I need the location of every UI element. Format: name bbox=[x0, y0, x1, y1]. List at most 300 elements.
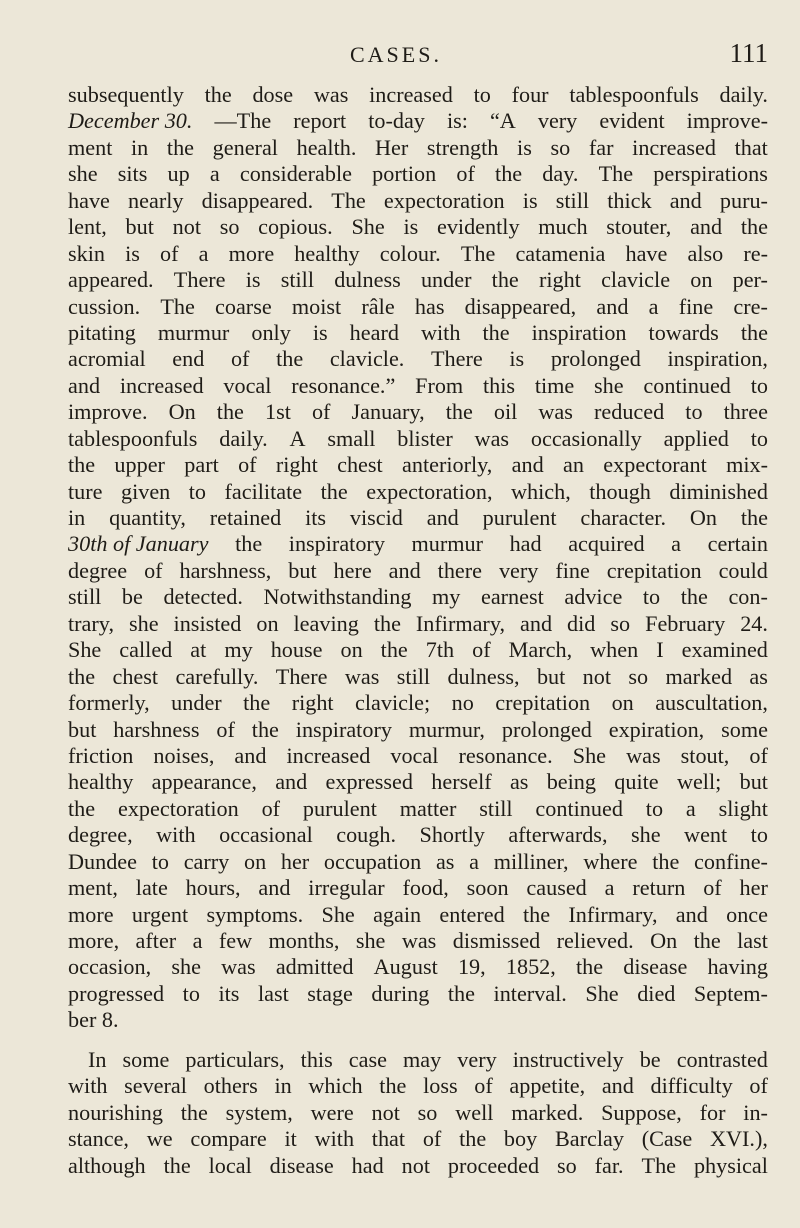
text-fragment: of bbox=[456, 161, 475, 187]
text-fragment: inspiratory bbox=[295, 716, 392, 742]
text-fragment: disease bbox=[623, 954, 688, 980]
text-fragment: but bbox=[288, 557, 317, 583]
text-fragment: stance, bbox=[68, 1126, 129, 1152]
text-fragment: not bbox=[401, 1152, 430, 1178]
text-fragment: disease bbox=[269, 1152, 334, 1178]
text-fragment: con- bbox=[728, 584, 768, 610]
text-fragment: acromial bbox=[68, 346, 146, 372]
text-line bbox=[68, 664, 768, 690]
page-number: 111 bbox=[729, 38, 768, 68]
text-fragment: where bbox=[583, 848, 638, 874]
text-fragment: acquired bbox=[568, 531, 645, 557]
text-fragment: the bbox=[68, 452, 96, 478]
text-fragment: end bbox=[172, 346, 205, 372]
chapter-title: CASES. bbox=[350, 42, 442, 67]
text-fragment: heard bbox=[349, 319, 399, 345]
text-fragment: to bbox=[188, 478, 207, 504]
text-fragment: the bbox=[482, 319, 510, 345]
text-fragment: 1st bbox=[264, 399, 291, 425]
text-fragment: of bbox=[144, 557, 163, 583]
text-fragment: degree, bbox=[68, 822, 133, 848]
text-fragment: nearly bbox=[128, 187, 184, 213]
text-fragment: be bbox=[121, 584, 143, 610]
text-fragment: to bbox=[473, 82, 491, 107]
text-fragment: purulent bbox=[482, 505, 557, 530]
text-line bbox=[68, 399, 768, 425]
text-fragment: far bbox=[588, 134, 614, 160]
text-fragment: Her bbox=[375, 134, 409, 160]
text-fragment: in bbox=[274, 1073, 292, 1099]
text-fragment: increased bbox=[632, 134, 716, 160]
text-fragment: From bbox=[415, 372, 464, 398]
text-fragment: On bbox=[689, 505, 717, 530]
text-fragment: She bbox=[585, 980, 619, 1006]
text-line bbox=[68, 161, 768, 187]
text-fragment: thick bbox=[607, 187, 652, 213]
text-fragment: time bbox=[534, 372, 575, 398]
text-fragment: to bbox=[685, 399, 703, 425]
text-fragment: slight bbox=[718, 795, 768, 821]
text-fragment: some bbox=[122, 1046, 170, 1072]
text-fragment: catamenia bbox=[515, 240, 606, 266]
text-fragment: went bbox=[684, 822, 728, 848]
text-fragment: its bbox=[218, 980, 240, 1006]
text-fragment: the bbox=[740, 214, 768, 240]
text-fragment: have bbox=[68, 187, 110, 213]
text-line bbox=[68, 82, 768, 108]
text-fragment: blister bbox=[397, 425, 453, 451]
text-fragment: but bbox=[68, 716, 97, 742]
text-fragment: not bbox=[582, 663, 612, 689]
text-fragment: others bbox=[203, 1073, 258, 1099]
text-line bbox=[68, 875, 768, 901]
text-fragment: the bbox=[380, 637, 408, 663]
text-fragment: considerable bbox=[239, 161, 352, 187]
text-fragment: March, bbox=[508, 637, 573, 663]
text-fragment: appearance, bbox=[151, 769, 257, 795]
text-fragment: and bbox=[275, 769, 308, 795]
text-fragment: a bbox=[604, 875, 615, 901]
text-fragment: food, bbox=[402, 875, 449, 901]
text-fragment: the bbox=[243, 690, 271, 716]
text-fragment: still bbox=[396, 663, 431, 689]
text-fragment: applied bbox=[663, 425, 729, 451]
text-fragment: which bbox=[308, 1073, 363, 1099]
text-fragment: once bbox=[726, 901, 768, 927]
text-fragment: she bbox=[355, 928, 386, 953]
text-fragment: dismissed bbox=[452, 928, 541, 953]
text-fragment: ment, bbox=[68, 875, 118, 901]
text-fragment: confine- bbox=[694, 848, 768, 874]
text-line bbox=[68, 320, 768, 346]
text-fragment: though bbox=[589, 478, 651, 504]
text-fragment: continued bbox=[535, 795, 623, 821]
text-fragment: with bbox=[314, 1126, 355, 1152]
text-fragment: crepitation bbox=[495, 690, 591, 716]
text-fragment: 19, bbox=[457, 954, 486, 980]
text-fragment: mix- bbox=[726, 452, 768, 478]
text-fragment: right bbox=[275, 452, 318, 478]
text-fragment: and bbox=[388, 557, 421, 583]
text-fragment: harshness bbox=[113, 716, 200, 742]
text-fragment: right bbox=[291, 690, 334, 716]
text-fragment: relieved. bbox=[556, 928, 634, 953]
text-fragment: to bbox=[750, 425, 768, 451]
text-fragment: case bbox=[348, 1046, 387, 1072]
text-fragment: contrasted bbox=[676, 1046, 768, 1072]
text-fragment: the bbox=[320, 478, 348, 504]
text-fragment: admitted bbox=[275, 954, 354, 980]
text-fragment: the bbox=[251, 716, 279, 742]
text-fragment: on bbox=[690, 267, 713, 293]
text-fragment: resonance. bbox=[458, 742, 553, 768]
text-fragment: during bbox=[371, 980, 430, 1006]
text-fragment: which, bbox=[510, 478, 571, 504]
text-fragment: examined bbox=[681, 637, 768, 663]
text-line bbox=[68, 452, 768, 478]
text-fragment: copious. bbox=[258, 214, 333, 240]
text-fragment: this bbox=[482, 372, 516, 398]
text-fragment: of bbox=[472, 637, 491, 663]
text-fragment: clavicle bbox=[601, 267, 671, 293]
text-fragment: vocal bbox=[390, 742, 439, 768]
text-fragment: few bbox=[218, 928, 253, 953]
text-fragment: stout, bbox=[680, 742, 730, 768]
text-fragment: as bbox=[749, 663, 768, 689]
text-fragment: part bbox=[184, 452, 219, 478]
text-fragment: and bbox=[690, 214, 723, 240]
text-fragment: XVI.), bbox=[709, 1126, 768, 1152]
text-fragment: friction bbox=[68, 742, 134, 768]
text-fragment: on bbox=[256, 610, 279, 636]
text-fragment: “A bbox=[489, 108, 516, 134]
text-fragment: is bbox=[403, 214, 419, 240]
text-fragment: earnest bbox=[480, 584, 544, 610]
text-fragment: increased bbox=[286, 742, 371, 768]
text-fragment: its bbox=[305, 505, 327, 530]
text-fragment: upper bbox=[114, 452, 165, 478]
text-fragment: also bbox=[687, 240, 724, 266]
text-fragment: cussion. bbox=[68, 293, 141, 319]
text-fragment: the bbox=[447, 980, 475, 1006]
text-fragment: quantity, bbox=[109, 505, 186, 530]
text-fragment: soon bbox=[466, 875, 509, 901]
text-fragment: Suppose, bbox=[601, 1099, 682, 1125]
text-fragment: the bbox=[166, 134, 195, 160]
text-line bbox=[68, 796, 768, 822]
text-fragment: being bbox=[546, 769, 596, 795]
text-fragment: fine bbox=[555, 557, 590, 583]
text-fragment: inspiratory bbox=[288, 531, 385, 557]
text-fragment: died bbox=[637, 980, 676, 1006]
text-fragment: the bbox=[652, 848, 680, 874]
text-fragment: continued bbox=[643, 372, 731, 398]
text-fragment: this bbox=[300, 1046, 333, 1072]
text-fragment: pitating bbox=[68, 319, 136, 345]
text-fragment: portion bbox=[372, 161, 437, 187]
text-fragment: advice bbox=[564, 584, 623, 610]
text-line bbox=[68, 346, 768, 372]
text-fragment: of bbox=[160, 240, 179, 266]
text-fragment: she bbox=[171, 954, 201, 980]
text-fragment: clavicle. bbox=[329, 346, 405, 372]
text-fragment: and bbox=[234, 742, 267, 768]
text-fragment: She bbox=[572, 742, 607, 768]
text-fragment: healthy bbox=[294, 240, 360, 266]
text-fragment: ture bbox=[68, 478, 103, 504]
text-line bbox=[68, 1126, 768, 1152]
text-fragment: crepitation bbox=[606, 557, 702, 583]
text-fragment: February bbox=[645, 610, 726, 636]
text-fragment: On bbox=[650, 928, 678, 953]
text-fragment: herself bbox=[431, 769, 492, 795]
text-fragment: to bbox=[182, 980, 200, 1006]
text-fragment: Dundee bbox=[68, 848, 138, 874]
text-line bbox=[68, 690, 768, 716]
text-fragment: and bbox=[669, 187, 702, 213]
text-fragment: and bbox=[601, 1073, 634, 1099]
text-fragment: she bbox=[630, 822, 661, 848]
text-fragment: insisted bbox=[173, 610, 242, 636]
text-fragment: of bbox=[474, 1073, 493, 1099]
text-fragment: fine bbox=[678, 293, 714, 319]
text-fragment: of bbox=[311, 399, 331, 425]
text-fragment: were bbox=[310, 1099, 354, 1125]
text-fragment: the bbox=[204, 82, 232, 107]
text-fragment: the bbox=[680, 584, 708, 610]
text-fragment: is bbox=[125, 240, 140, 266]
text-fragment: Infirmary, bbox=[415, 610, 506, 636]
text-fragment: marked. bbox=[511, 1099, 584, 1125]
text-fragment: up bbox=[167, 161, 190, 187]
text-fragment: report bbox=[293, 108, 347, 134]
text-fragment: was bbox=[626, 742, 661, 768]
text-line bbox=[68, 558, 768, 584]
text-fragment: viscid bbox=[349, 505, 403, 530]
text-fragment: to bbox=[750, 822, 768, 848]
text-fragment: return bbox=[632, 875, 686, 901]
text-fragment: purulent bbox=[302, 795, 377, 821]
text-fragment: murmur, bbox=[408, 716, 485, 742]
text-fragment: puru- bbox=[719, 187, 768, 213]
text-fragment: stouter, bbox=[606, 214, 672, 240]
text-fragment: matter bbox=[399, 795, 457, 821]
text-fragment: three bbox=[723, 399, 768, 425]
text-fragment: have bbox=[625, 240, 668, 266]
text-fragment: the bbox=[379, 1073, 407, 1099]
text-fragment: prolonged bbox=[550, 346, 641, 372]
text-fragment: certain bbox=[707, 531, 768, 557]
text-fragment: anteriorly, bbox=[402, 452, 493, 478]
text-fragment: carry bbox=[183, 848, 230, 874]
text-fragment: auscultation, bbox=[655, 690, 768, 716]
text-fragment: dulness, bbox=[447, 663, 520, 689]
text-fragment: A bbox=[289, 425, 306, 451]
text-fragment: system, bbox=[225, 1099, 293, 1125]
text-fragment: having bbox=[707, 954, 768, 980]
text-fragment: occasionally bbox=[530, 425, 642, 451]
text-fragment: improve- bbox=[686, 108, 768, 134]
text-fragment: no bbox=[451, 690, 474, 716]
text-fragment: day. bbox=[542, 161, 579, 187]
text-fragment: The bbox=[460, 240, 496, 266]
text-fragment: is bbox=[517, 134, 532, 160]
text-fragment: to-day bbox=[368, 108, 425, 134]
text-fragment: the bbox=[740, 505, 768, 530]
text-fragment: daily. bbox=[219, 425, 268, 451]
text-fragment: expectoration, bbox=[366, 478, 493, 504]
text-fragment: on bbox=[243, 848, 267, 874]
text-fragment: a bbox=[209, 161, 220, 187]
text-fragment: given bbox=[120, 478, 171, 504]
text-fragment: in bbox=[131, 134, 149, 160]
text-line bbox=[68, 479, 768, 505]
text-line bbox=[68, 108, 768, 134]
text-fragment: the bbox=[445, 399, 473, 425]
text-fragment: still bbox=[280, 267, 315, 293]
text-fragment: ber 8. bbox=[68, 1007, 119, 1033]
text-fragment: coarse bbox=[215, 293, 272, 319]
text-fragment: August bbox=[373, 954, 438, 980]
text-fragment: stage bbox=[307, 980, 353, 1006]
text-fragment: it bbox=[284, 1126, 297, 1152]
text-fragment: she bbox=[594, 372, 624, 398]
text-fragment: ment bbox=[68, 134, 113, 160]
text-fragment: improve. bbox=[68, 399, 148, 425]
text-fragment: that bbox=[371, 1126, 406, 1152]
text-fragment: cre- bbox=[733, 293, 768, 319]
text-fragment: health. bbox=[296, 134, 357, 160]
text-fragment: on bbox=[611, 690, 634, 716]
text-fragment: vocal bbox=[223, 372, 272, 398]
text-fragment: house bbox=[270, 637, 323, 663]
text-fragment: general bbox=[212, 134, 278, 160]
text-fragment: proceeded bbox=[447, 1152, 540, 1178]
text-fragment: that bbox=[734, 134, 768, 160]
text-fragment: formerly, bbox=[68, 690, 150, 716]
text-fragment: the bbox=[522, 901, 551, 927]
text-line bbox=[68, 426, 768, 452]
text-fragment: the bbox=[216, 399, 244, 425]
text-fragment: and bbox=[675, 901, 708, 927]
text-fragment: of bbox=[216, 716, 235, 742]
text-fragment: —The bbox=[214, 108, 272, 134]
text-fragment: retained bbox=[209, 505, 282, 530]
text-fragment: nourishing bbox=[68, 1099, 163, 1125]
text-fragment: Infirmary, bbox=[568, 901, 658, 927]
text-fragment: with bbox=[68, 1073, 108, 1099]
text-fragment: here bbox=[333, 557, 372, 583]
text-line bbox=[68, 717, 768, 743]
text-fragment: more bbox=[68, 901, 114, 927]
text-fragment: She bbox=[68, 637, 102, 663]
text-fragment: and bbox=[511, 452, 544, 478]
text-fragment: Shortly bbox=[419, 822, 485, 848]
text-line bbox=[68, 902, 768, 928]
text-fragment: interval. bbox=[493, 980, 567, 1006]
text-fragment: inspiration, bbox=[667, 346, 768, 372]
text-line bbox=[68, 637, 768, 663]
text-fragment: is bbox=[312, 319, 328, 345]
text-fragment: urgent bbox=[131, 901, 189, 927]
text-fragment: so bbox=[219, 214, 240, 240]
text-fragment: dulness bbox=[334, 267, 401, 293]
text-fragment: last bbox=[737, 928, 768, 953]
text-line bbox=[68, 373, 768, 399]
text-line bbox=[68, 267, 768, 293]
text-fragment: had bbox=[351, 1152, 384, 1178]
text-fragment: of bbox=[749, 1073, 768, 1099]
text-fragment: dose bbox=[252, 82, 294, 107]
text-fragment: for bbox=[699, 1099, 726, 1125]
text-fragment: more, bbox=[68, 928, 120, 953]
text-fragment: She bbox=[351, 214, 385, 240]
text-fragment: and bbox=[520, 610, 553, 636]
text-fragment: lent, bbox=[68, 214, 107, 240]
text-fragment: tablespoonfuls bbox=[569, 82, 699, 107]
text-fragment: expectoration bbox=[383, 187, 505, 213]
text-fragment: occasion, bbox=[68, 954, 152, 980]
text-line bbox=[68, 743, 768, 769]
text-fragment: a bbox=[648, 293, 659, 319]
text-fragment: skin bbox=[68, 240, 105, 266]
text-fragment: I bbox=[656, 637, 664, 663]
text-fragment: occasional bbox=[219, 822, 313, 848]
text-fragment: compare bbox=[190, 1126, 267, 1152]
text-fragment: (Case bbox=[641, 1126, 693, 1152]
text-fragment: expectorant bbox=[603, 452, 707, 478]
text-fragment: is bbox=[522, 187, 538, 213]
text-line bbox=[68, 954, 768, 980]
text-fragment: instructively bbox=[512, 1046, 624, 1072]
text-fragment: and bbox=[258, 875, 291, 901]
text-fragment: four bbox=[511, 82, 549, 107]
text-fragment: the bbox=[693, 928, 721, 953]
text-fragment: disappeared, bbox=[464, 293, 577, 319]
text-fragment: was bbox=[401, 928, 437, 953]
text-fragment: boy bbox=[503, 1126, 538, 1152]
text-fragment: could bbox=[718, 557, 768, 583]
text-fragment: my bbox=[224, 637, 253, 663]
text-fragment: again bbox=[373, 901, 422, 927]
text-fragment: the bbox=[68, 795, 96, 821]
text-fragment: several bbox=[124, 1073, 187, 1099]
text-fragment: was bbox=[474, 425, 510, 451]
text-fragment: detected. bbox=[163, 584, 243, 610]
text-fragment: may bbox=[403, 1046, 442, 1072]
text-fragment: when bbox=[590, 637, 639, 663]
text-fragment: expectoration bbox=[117, 795, 239, 821]
text-fragment: inspiration bbox=[531, 319, 627, 345]
text-line bbox=[68, 188, 768, 214]
text-line bbox=[68, 769, 768, 795]
text-fragment: still bbox=[479, 795, 513, 821]
text-fragment: still bbox=[555, 187, 590, 213]
text-fragment: a bbox=[192, 928, 203, 953]
text-fragment: The bbox=[598, 161, 634, 187]
text-fragment: The bbox=[641, 1152, 677, 1178]
text-fragment: There bbox=[173, 267, 226, 293]
text-line bbox=[68, 584, 768, 610]
text-fragment: progressed bbox=[68, 980, 165, 1006]
text-fragment: the bbox=[276, 346, 304, 372]
text-fragment: caused bbox=[526, 875, 587, 901]
text-fragment: but bbox=[739, 769, 768, 795]
text-fragment: 24. bbox=[740, 610, 768, 636]
text-fragment: 7th bbox=[425, 637, 455, 663]
text-line bbox=[68, 1073, 768, 1099]
text-line bbox=[68, 928, 768, 954]
